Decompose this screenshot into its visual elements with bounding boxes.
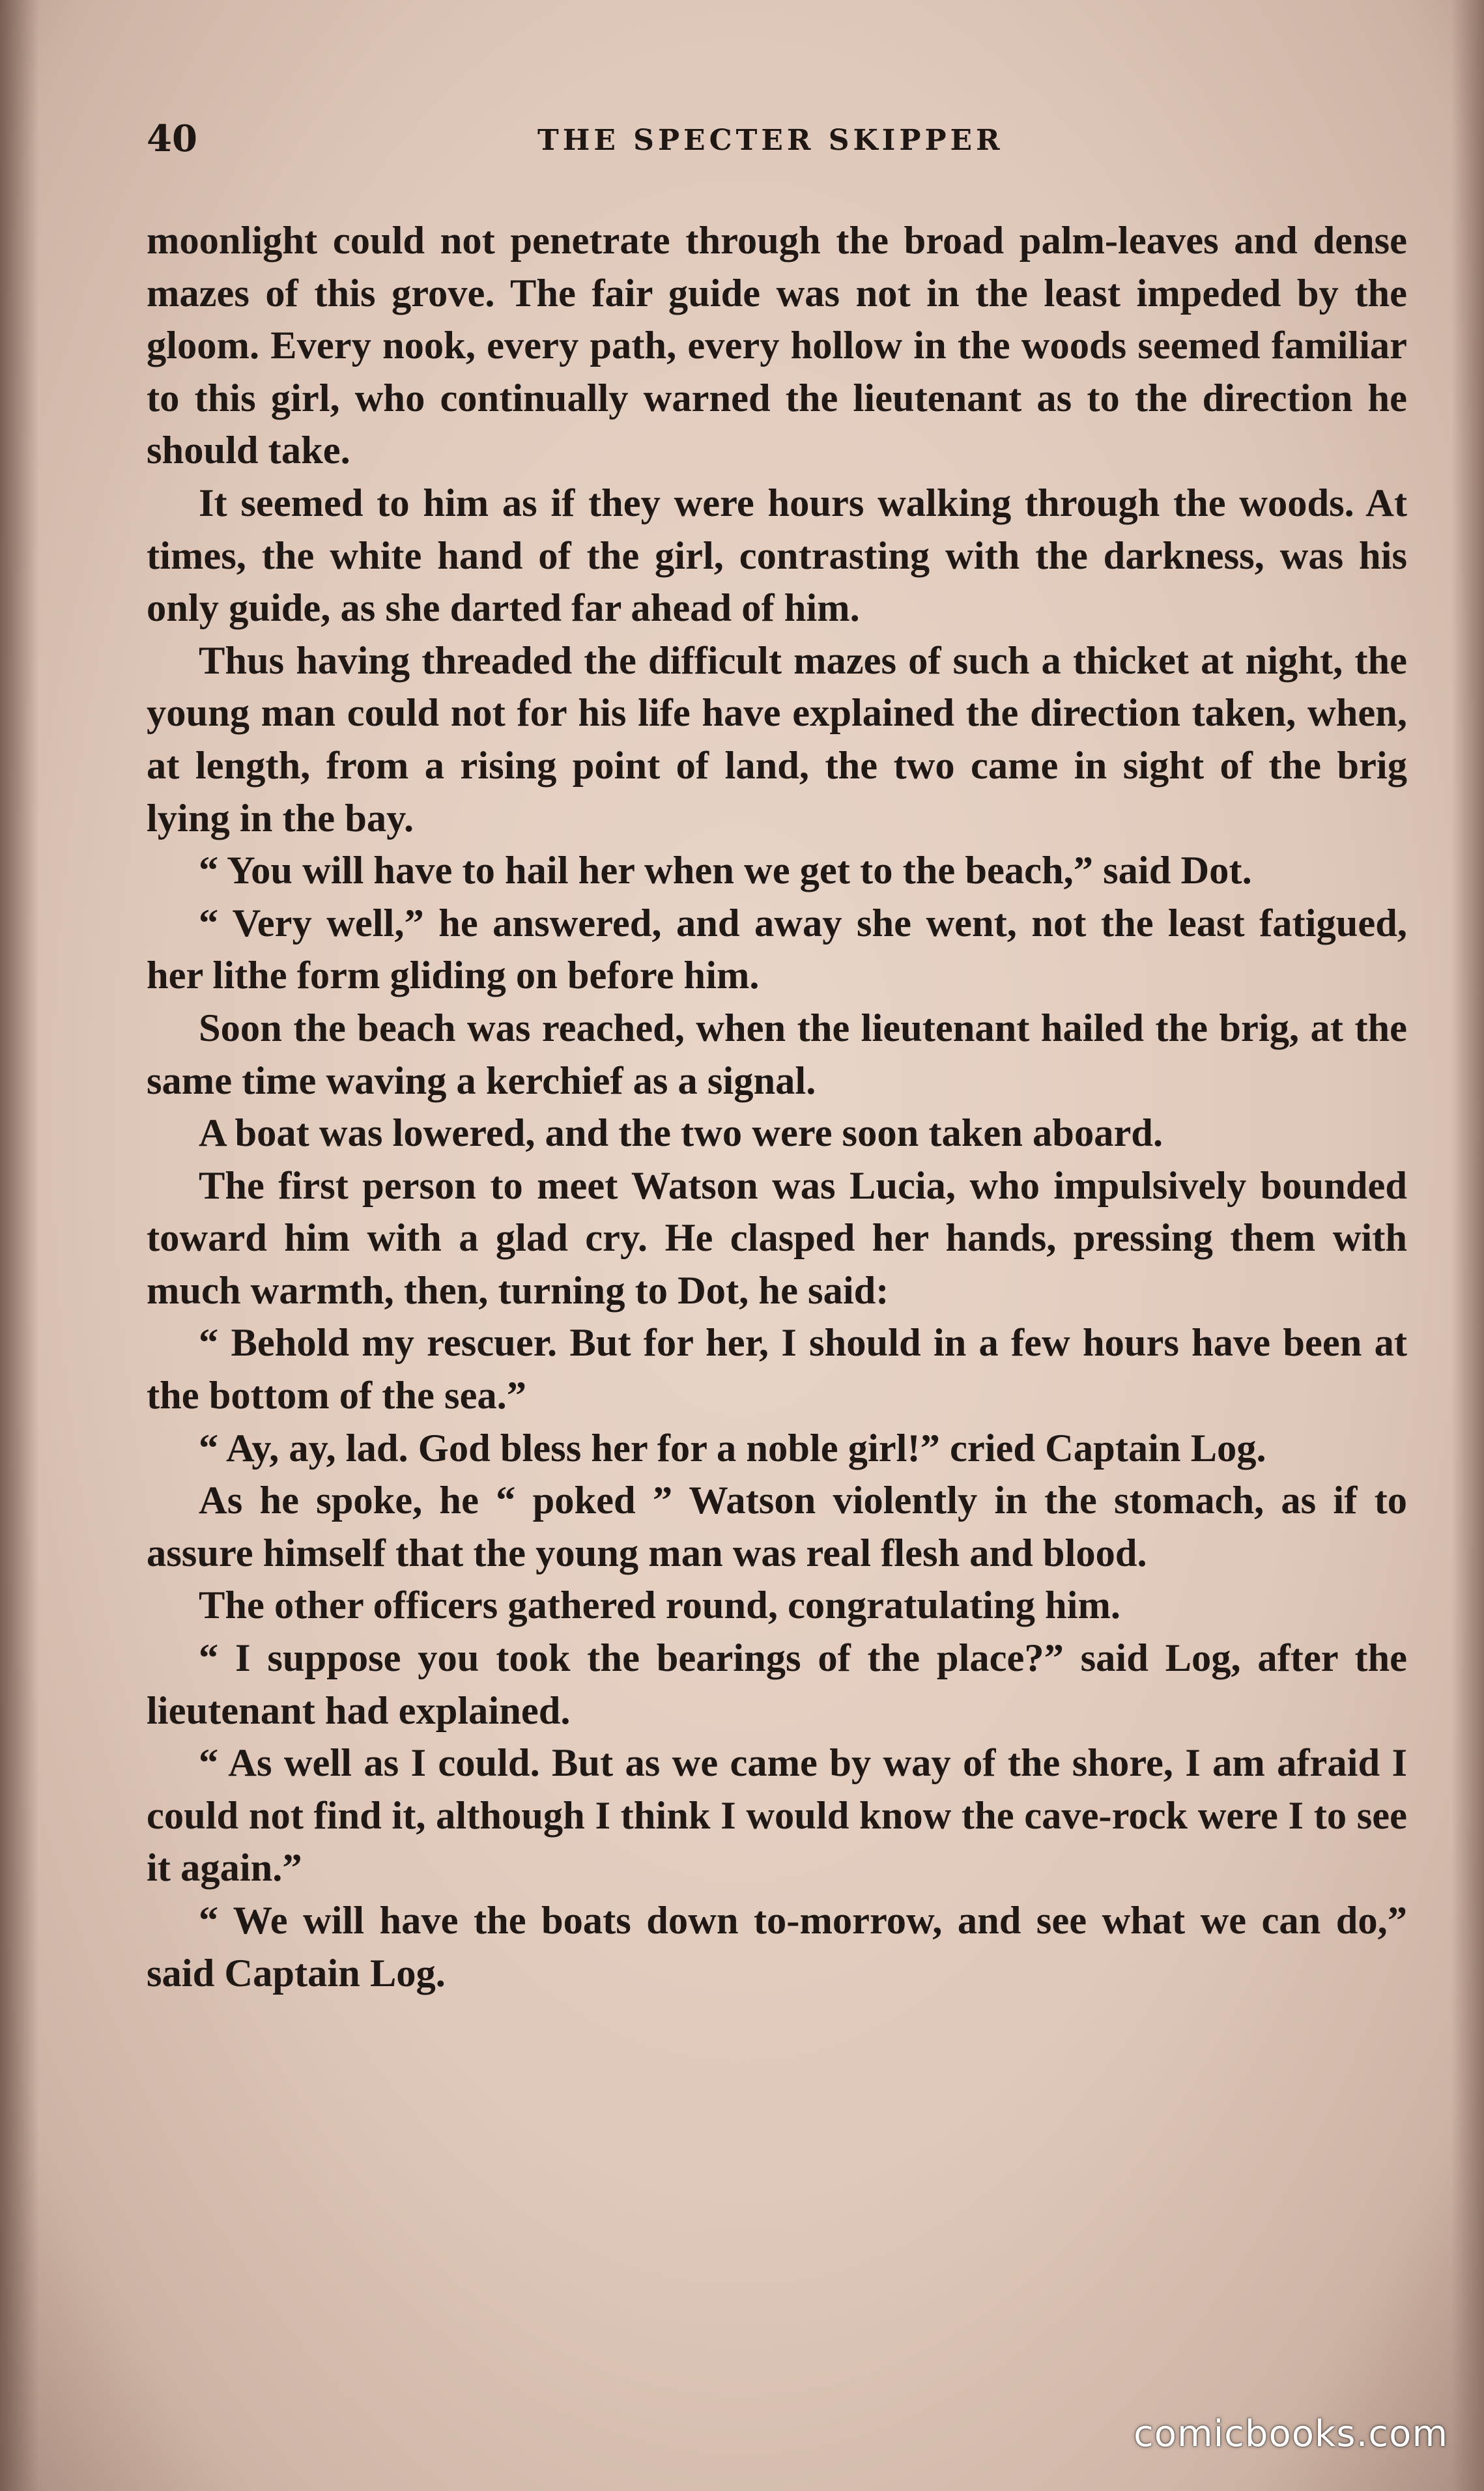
running-title: THE SPECTER SKIPPER (537, 124, 1004, 157)
site-watermark: comicbooks.com (1133, 2413, 1448, 2455)
paragraph: “ You will have to hail her when we get to the beach,” said Dot. (199, 849, 1252, 893)
paragraph: “ We will have the boats down to-morrow, and see what we can do,” said Captain Log. (147, 1899, 1407, 1995)
paragraph: As he spoke, he “ poked ” Watson violently in the stomach, as if to assure himself that the young man was real flesh and blood. (147, 1479, 1407, 1575)
paragraph: Soon the beach was reached, when the lieutenant hailed the brig, at the same time waving a kerchief as a signal. (147, 1006, 1407, 1103)
running-head (147, 117, 1407, 176)
paragraph: “ Ay, ay, lad. God bless her for a noble girl!” cried Captain Log. (199, 1426, 1266, 1470)
paragraph: moonlight could not penetrate through the broad palm-leaves and dense mazes of this grove. The fair guide was not in the least impeded by the gloom. Every nook, every path, every hollow in the woods seemed familiar to this girl, who continually warned the lieutenant as to the direction he should take. (147, 219, 1407, 473)
paragraph: A boat was lowered, and the two were soon taken aboard. (199, 1111, 1163, 1156)
body-text (147, 215, 1407, 2000)
page-shadow-right (1451, 0, 1484, 2491)
paragraph: “ As well as I could. But as we came by way of the shore, I am afraid I could not find it, although I think I would know the cave-rock were I to see it again.” (147, 1741, 1407, 1890)
page-number: 40 (147, 117, 197, 160)
page-shadow-left (0, 0, 39, 2491)
paragraph: “ I suppose you took the bearings of the place?” said Log, after the lieutenant had explained. (147, 1636, 1407, 1733)
paragraph: The first person to meet Watson was Lucia, who impulsively bounded toward him with a glad cry. He clasped her hands, pressing them with much warmth, then, turning to Dot, he said: (147, 1163, 1407, 1313)
paragraph: The other officers gathered round, congratulating him. (199, 1584, 1120, 1628)
paragraph: Thus having threaded the difficult mazes of such a thicket at night, the young man could not for his life have explained the direction taken, when, at length, from a rising point of land, the two came in sight of the brig lying in the bay. (147, 638, 1407, 840)
paragraph: “ Behold my rescuer. But for her, I should in a few hours have been at the bottom of the sea.” (147, 1321, 1407, 1418)
paragraph: It seemed to him as if they were hours walking through the woods. At times, the white hand of the girl, contrasting with the darkness, was his only guide, as she darted far ahead of him. (147, 481, 1407, 631)
paragraph: “ Very well,” he answered, and away she went, not the least fatigued, her lithe form gliding on before him. (147, 901, 1407, 998)
